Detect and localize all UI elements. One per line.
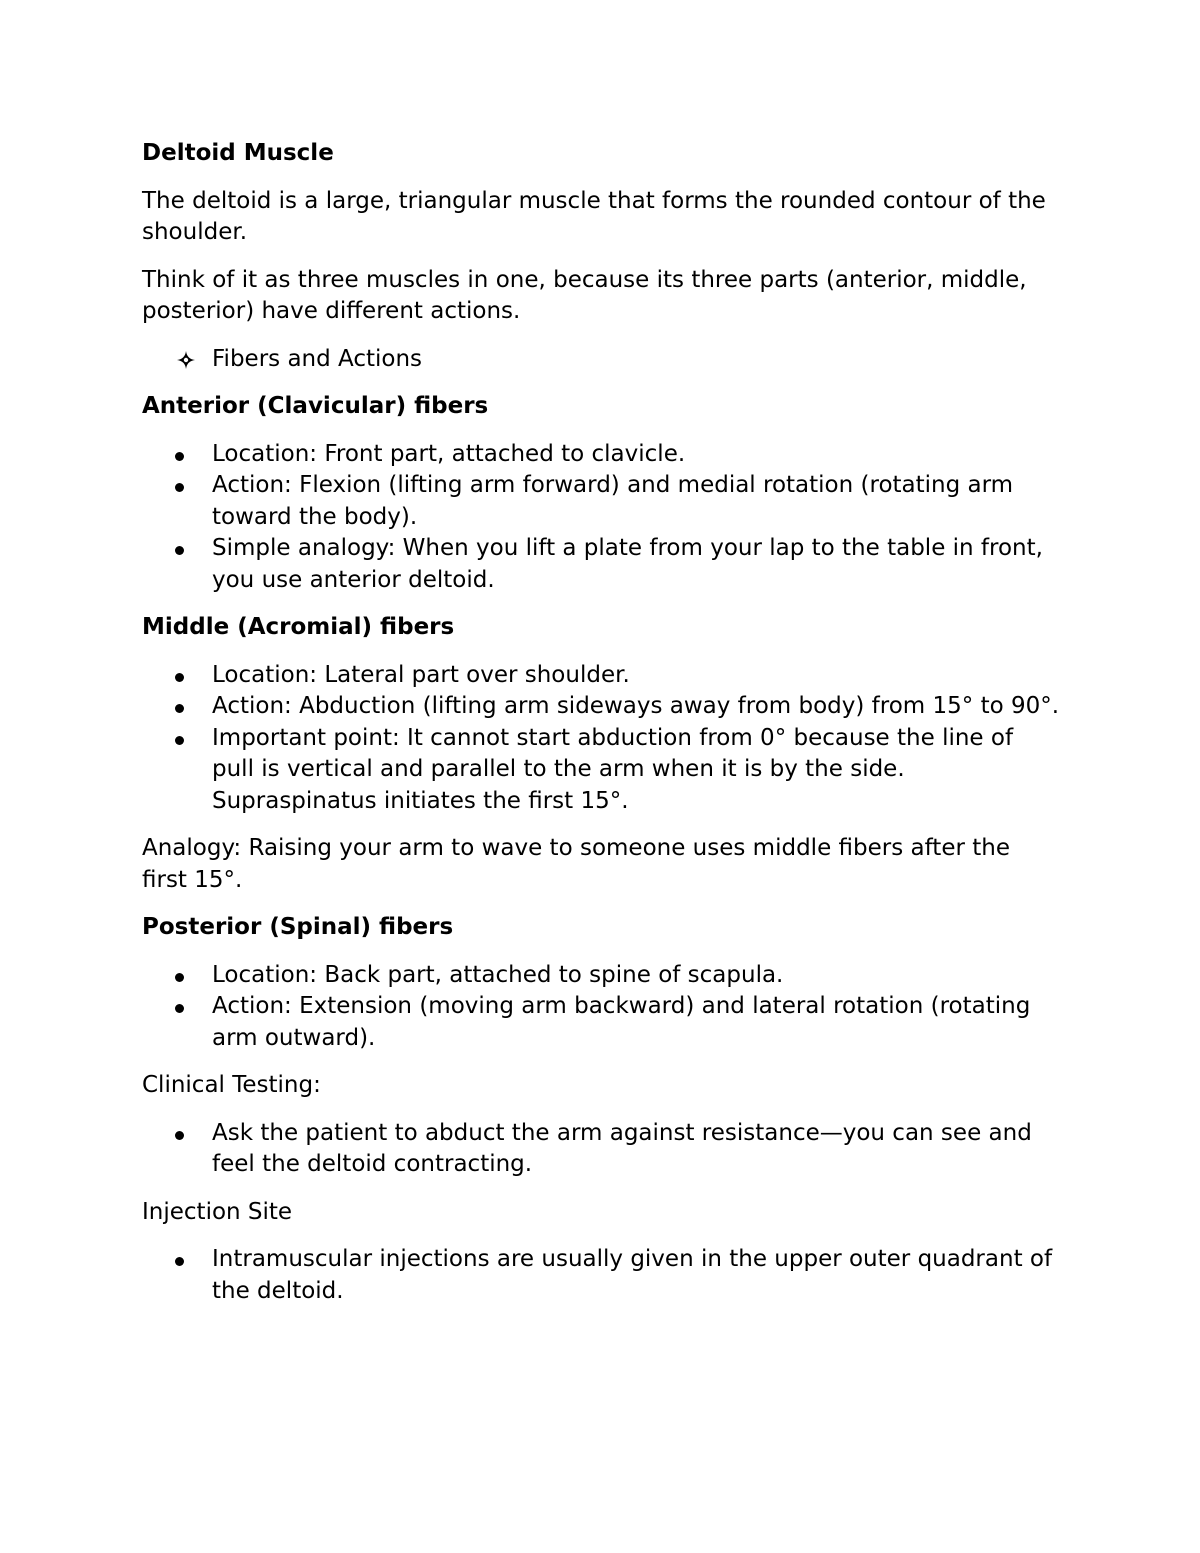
bullet-icon xyxy=(175,452,184,461)
fibers-and-actions-heading xyxy=(142,344,1062,376)
fibers-and-actions-label: Fibers and Actions xyxy=(212,345,423,372)
clinical-list xyxy=(142,1118,1062,1181)
middle-heading: Middle (Acromial) fibers xyxy=(142,614,455,640)
list-item: Action: Abduction (lifting arm sideways away from body) from 15° to 90°. xyxy=(142,691,1062,723)
middle-list xyxy=(142,660,1062,818)
diamond-bullet-icon xyxy=(177,351,195,369)
bullet-icon xyxy=(175,673,184,682)
list-item: Location: Lateral part over shoulder. xyxy=(142,660,1062,692)
injection-heading: Injection Site xyxy=(142,1198,293,1225)
bullet-icon xyxy=(175,736,184,745)
intro-paragraph-1: The deltoid is a large, triangular muscle that forms the rounded contour of the shoulder. xyxy=(142,187,1046,245)
list-item: Action: Extension (moving arm backward) and lateral rotation (rotating arm outward). xyxy=(142,991,1062,1054)
list-item: Important point: It cannot start abduction from 0° because the line of pull is vertical and parallel to the arm when it is by the side. Supraspinatus initiates the first 15°. xyxy=(142,723,1062,818)
bullet-icon xyxy=(175,973,184,982)
bullet-icon xyxy=(175,1004,184,1013)
list-item: Location: Front part, attached to clavicle. xyxy=(142,439,1062,471)
injection-list xyxy=(142,1244,1062,1307)
bullet-icon xyxy=(175,483,184,492)
intro-paragraph-2: Think of it as three muscles in one, because its three parts (anterior, middle, posterior) have different actions. xyxy=(142,266,1027,324)
posterior-list xyxy=(142,960,1062,1055)
clinical-heading: Clinical Testing: xyxy=(142,1072,321,1098)
document-page xyxy=(142,138,1062,1323)
document-title: Deltoid Muscle xyxy=(142,140,334,166)
middle-analogy: Analogy: Raising your arm to wave to someone uses middle fibers after the first 15°. xyxy=(142,835,1010,893)
list-item: Action: Flexion (lifting arm forward) and medial rotation (rotating arm toward the body). xyxy=(142,470,1062,533)
bullet-icon xyxy=(175,1257,184,1266)
list-item: Ask the patient to abduct the arm against resistance—you can see and feel the deltoid contracting. xyxy=(142,1118,1062,1181)
bullet-icon xyxy=(175,704,184,713)
list-item: Intramuscular injections are usually given in the upper outer quadrant of the deltoid. xyxy=(142,1244,1062,1307)
bullet-icon xyxy=(175,1131,184,1140)
posterior-heading: Posterior (Spinal) fibers xyxy=(142,914,454,940)
anterior-heading: Anterior (Clavicular) fibers xyxy=(142,393,489,419)
anterior-list xyxy=(142,439,1062,597)
list-item: Location: Back part, attached to spine of scapula. xyxy=(142,960,1062,992)
list-item: Simple analogy: When you lift a plate from your lap to the table in front, you use anterior deltoid. xyxy=(142,533,1062,596)
bullet-icon xyxy=(175,546,184,555)
